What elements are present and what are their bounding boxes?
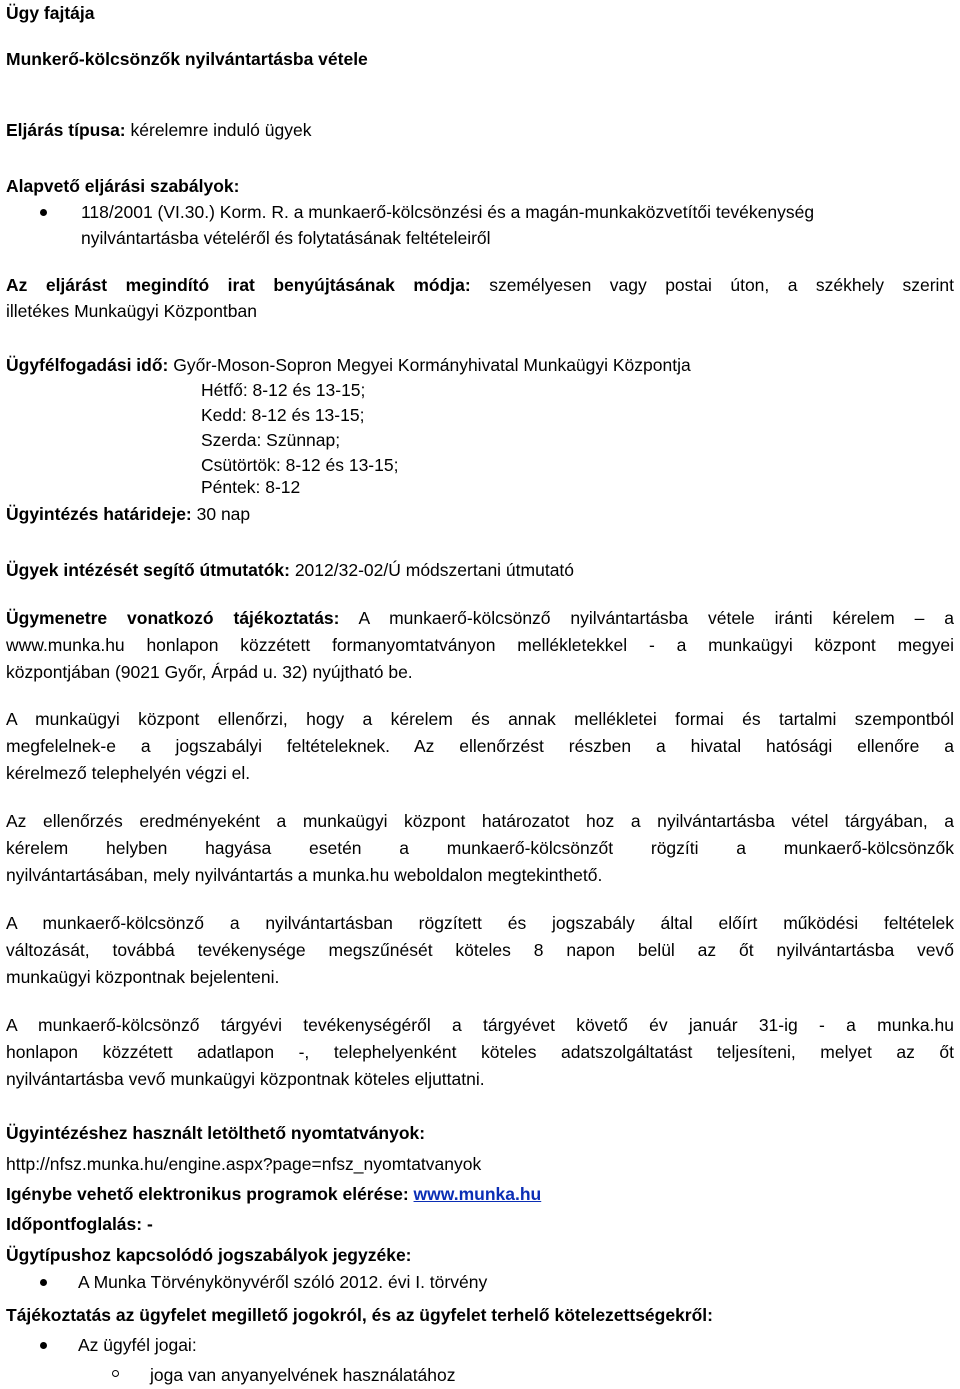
paragraph-2-line-3: nyilvántartásában, mely nyilvántartás a munka.hu weboldalon megtekinthető.: [6, 865, 603, 885]
rules-item-line-1: 118/2001 (VI.30.) Korm. R. a munkaerő-kölcsönzési és a magán-munkaközvetítői tevékenység: [81, 202, 815, 222]
process-line-1: A munkaerő-kölcsönző nyilvántartásba vétele iránti kérelem – a: [358, 608, 954, 628]
paragraph-3-line-1: A munkaerő-kölcsönző a nyilvántartásban rögzített és jogszabály által előírt működési feltételek: [6, 913, 954, 933]
guides-value: 2012/32-02/Ú módszertani útmutató: [294, 560, 575, 580]
forms-url[interactable]: http://nfsz.munka.hu/engine.aspx?page=nfsz_nyomtatvanyok: [6, 1154, 482, 1174]
deadline-label: Ügyintézés határideje:: [6, 504, 192, 524]
paragraph-2-line-1: Az ellenőrzés eredményeként a munkaügyi központ határozatot hoz a nyilvántartásba vétel tárgyában, a: [6, 811, 954, 831]
bullet-icon: [40, 209, 47, 216]
appointment: [6, 1211, 153, 1237]
guides-label: Ügyek intézését segítő útmutatók:: [6, 560, 290, 580]
paragraph-4-line-3: nyilvántartásba vevő munkaügyi központnak köteles eljuttatni.: [6, 1069, 485, 1089]
submission: [6, 272, 954, 298]
office-name: Győr-Moson-Sopron Megyei Kormányhivatal Munkaügyi Központja: [173, 355, 691, 375]
hollow-bullet-icon: [112, 1370, 119, 1377]
bullet-icon: [40, 1342, 47, 1349]
appointment-label: Időpontfoglalás:: [6, 1214, 143, 1234]
office-hours-thursday: Csütörtök: 8-12 és 13-15;: [201, 455, 399, 475]
procedure-type-value: kérelemre induló ügyek: [130, 120, 312, 140]
guides: [6, 557, 574, 583]
paragraph-3-line-2: változását, továbbá tevékenysége megszűnését köteles 8 napon belül az őt nyilvántartásba vevő: [6, 940, 954, 960]
office-hours-label: Ügyfélfogadási idő:: [6, 355, 169, 375]
eprograms: [6, 1181, 541, 1207]
client-rights-item: joga van anyanyelvének használatához: [150, 1365, 456, 1385]
forms-label: Ügyintézéshez használt letölthető nyomtatványok:: [6, 1123, 426, 1143]
rules-item-line-2: nyilvántartásba vételéről és folytatásának feltételeiről: [81, 228, 491, 248]
paragraph-1-line-3: kérelmező telephelyén végzi el.: [6, 763, 251, 783]
submission-line-2: illetékes Munkaügyi Központban: [6, 301, 257, 321]
procedure-type: [6, 117, 311, 143]
paragraph-4-line-1: A munkaerő-kölcsönző tárgyévi tevékenységéről a tárgyévet követő év január 31-ig - a munka.hu: [6, 1015, 954, 1035]
case-type-heading: Ügy fajtája: [6, 3, 95, 23]
client-rights-label: Az ügyfél jogai:: [78, 1335, 197, 1355]
rights-label: Tájékoztatás az ügyfelet megillető jogokról, és az ügyfelet terhelő kötelezettségekről:: [6, 1305, 713, 1325]
paragraph-4-line-2: honlapon közzétett adatlapon -, telephelyenként köteles adatszolgáltatást teljesíteni, melyet az őt: [6, 1042, 954, 1062]
paragraph-1-line-1: A munkaügyi központ ellenőrzi, hogy a kérelem és annak mellékletei formai és tartalmi szempontból: [6, 709, 954, 729]
laws-label: Ügytípushoz kapcsolódó jogszabályok jegyzéke:: [6, 1245, 412, 1265]
bullet-icon: [40, 1279, 47, 1286]
office-hours: [6, 352, 691, 378]
appointment-value: -: [146, 1214, 153, 1234]
eprograms-label: Igénybe vehető elektronikus programok elérése:: [6, 1184, 409, 1204]
office-hours-friday: Péntek: 8-12: [201, 477, 301, 497]
process: [6, 605, 954, 631]
process-line-2: www.munka.hu honlapon közzétett formanyomtatványon mellékletekkel - a munkaügyi központ megyei: [6, 635, 954, 655]
office-hours-monday: Hétfő: 8-12 és 13-15;: [201, 380, 366, 400]
procedure-type-label: Eljárás típusa:: [6, 120, 126, 140]
submission-label: Az eljárást megindító irat benyújtásának módja:: [6, 275, 471, 295]
case-name: Munkerő-kölcsönzők nyilvántartásba vétele: [6, 49, 368, 69]
laws-item: A Munka Törvénykönyvéről szóló 2012. évi I. törvény: [78, 1272, 488, 1292]
office-hours-wednesday: Szerda: Szünnap;: [201, 430, 341, 450]
deadline: [6, 501, 250, 527]
deadline-value: 30 nap: [196, 504, 251, 524]
office-hours-tuesday: Kedd: 8-12 és 13-15;: [201, 405, 365, 425]
paragraph-2-line-2: kérelem helyben hagyása esetén a munkaerő-kölcsönzőt rögzíti a munkaerő-kölcsönzők: [6, 838, 954, 858]
paragraph-1-line-2: megfelelnek-e a jogszabályi feltételeknek. Az ellenőrzést részben a hivatal hatósági ellenőre a: [6, 736, 954, 756]
rules-label: Alapvető eljárási szabályok:: [6, 176, 240, 196]
process-label: Ügymenetre vonatkozó tájékoztatás:: [6, 608, 340, 628]
paragraph-3-line-3: munkaügyi központnak bejelenteni.: [6, 967, 280, 987]
submission-value: személyesen vagy postai úton, a székhely szerint: [489, 275, 954, 295]
munka-hu-link[interactable]: www.munka.hu: [413, 1184, 542, 1204]
process-line-3: központjában (9021 Győr, Árpád u. 32) nyújtható be.: [6, 662, 413, 682]
